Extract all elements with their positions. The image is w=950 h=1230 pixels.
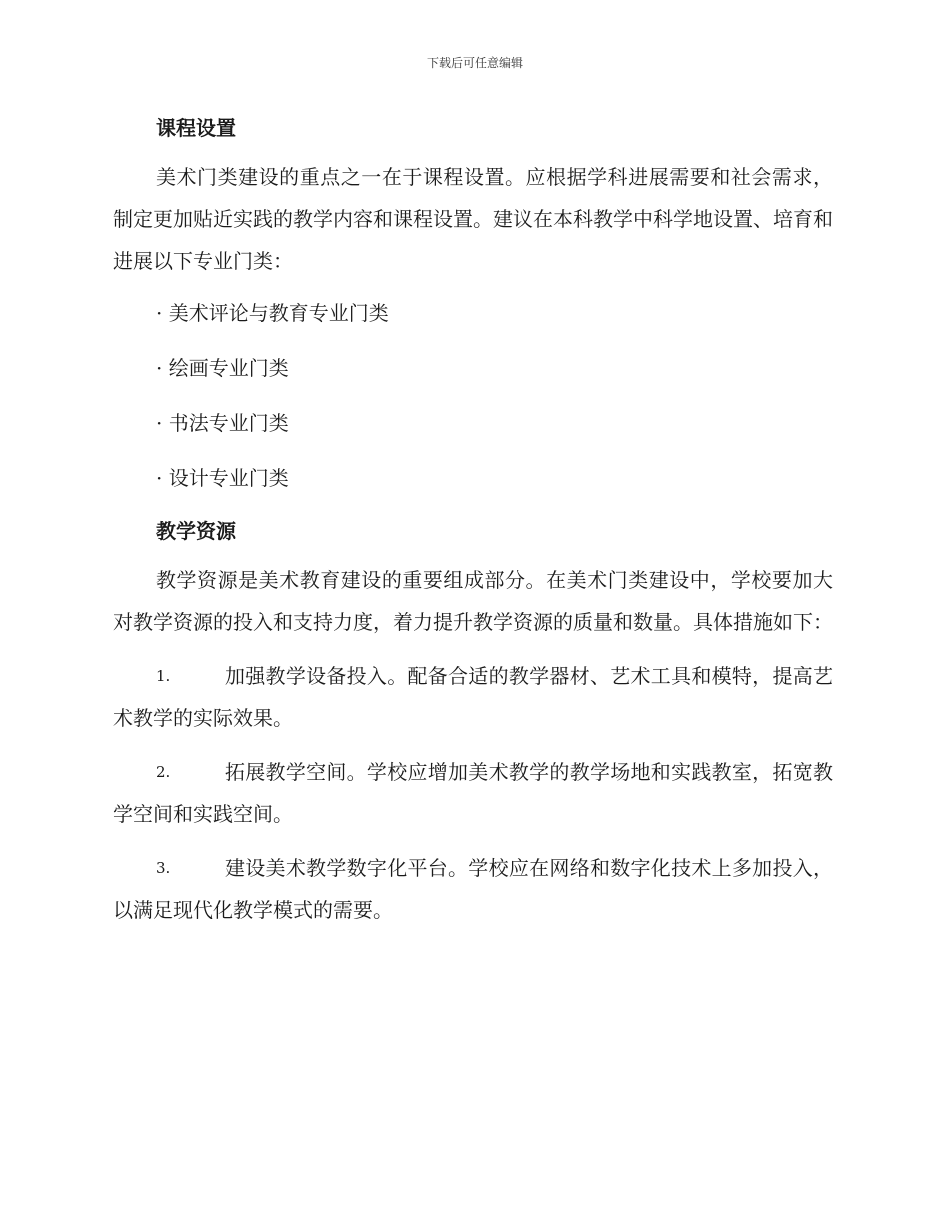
- numbered-item: [113, 751, 833, 835]
- document-body: [113, 106, 833, 931]
- page-header: 下载后可任意编辑: [426, 56, 523, 70]
- bullet-item: · 设计专业门类: [156, 466, 289, 490]
- item-number: 1.: [156, 667, 171, 685]
- bullet-item: · 书法专业门类: [156, 411, 289, 435]
- item-text: 拓展教学空间。学校应增加美术教学的教学场地和实践教室，拓宽教学空间和实践空间。: [113, 760, 833, 826]
- section-heading-curriculum: 课程设置: [156, 116, 236, 140]
- section-heading-teaching-resources: 教学资源: [156, 519, 236, 543]
- bullet-item: · 美术评论与教育专业门类: [156, 301, 389, 325]
- bullet-item: · 绘画专业门类: [156, 356, 289, 380]
- item-number: 3.: [156, 859, 171, 877]
- curriculum-bullet-list: [113, 292, 833, 499]
- item-text: 加强教学设备投入。配备合适的教学器材、艺术工具和模特，提高艺术教学的实际效果。: [113, 664, 833, 730]
- numbered-item: [113, 847, 833, 931]
- curriculum-intro-paragraph: 美术门类建设的重点之一在于课程设置。应根据学科进展需要和社会需求，制定更加贴近实践的教学内容和课程设置。建议在本科教学中科学地设置、培育和进展以下专业门类：: [113, 165, 833, 273]
- numbered-item: [113, 655, 833, 739]
- item-number: 2.: [156, 763, 171, 781]
- resources-numbered-list: [113, 655, 833, 931]
- resources-intro-paragraph: 教学资源是美术教育建设的重要组成部分。在美术门类建设中，学校要加大对教学资源的投入和支持力度，着力提升教学资源的质量和数量。具体措施如下：: [113, 568, 833, 634]
- item-text: 建设美术教学数字化平台。学校应在网络和数字化技术上多加投入，以满足现代化教学模式的需要。: [113, 856, 833, 922]
